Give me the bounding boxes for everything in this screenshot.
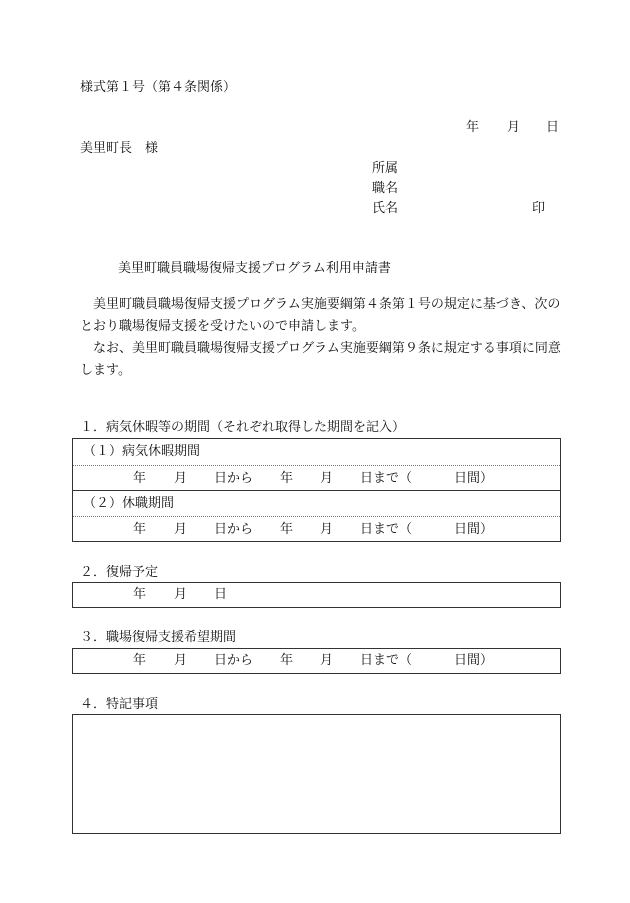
section3-heading: ３．職場復帰支援希望期間 — [80, 630, 237, 645]
body-p1-line1: 美里町職員職場復帰支援プログラム実施要綱第４条第１号の規定に基づき、次の — [93, 297, 561, 312]
support-period-box[interactable] — [72, 648, 561, 674]
to-month-label: 月 — [320, 522, 334, 537]
from-year-label: 年 — [133, 522, 147, 537]
body-p2-line1: なお、美里町職員職場復帰支援プログラム実施要綱第９条に規定する事項に同意 — [93, 341, 561, 356]
to-day-label: 日まで（ — [360, 522, 413, 537]
document-title: 美里町職員職場復帰支援プログラム利用申請書 — [118, 261, 391, 276]
position-label: 職名 — [372, 181, 399, 196]
from-year-label: 年 — [133, 471, 147, 486]
affiliation-label: 所属 — [372, 161, 399, 176]
to-year-label: 年 — [280, 653, 294, 668]
from-year-label: 年 — [133, 653, 147, 668]
dotted-separator — [73, 516, 560, 517]
section4-heading: ４．特記事項 — [80, 697, 159, 712]
form-number: 様式第１号（第４条関係） — [80, 80, 237, 95]
to-month-label: 月 — [320, 471, 334, 486]
from-month-label: 月 — [174, 522, 188, 537]
name-label: 氏名 — [372, 201, 399, 216]
section1-box — [72, 438, 561, 542]
to-month-label: 月 — [320, 653, 334, 668]
date-year-label: 年 — [466, 120, 480, 135]
seal-label: 印 — [532, 201, 546, 216]
to-day-label: 日まで（ — [360, 471, 413, 486]
section1-heading: １．病気休暇等の期間（それぞれ取得した期間を記入） — [80, 420, 406, 435]
suspension-label: （２）休職期間 — [83, 496, 175, 511]
days-label: 日間） — [454, 653, 494, 668]
body-p1-line2: とおり職場復帰支援を受けたいので申請します。 — [80, 319, 365, 334]
from-day-label: 日から — [214, 471, 254, 486]
days-label: 日間） — [454, 471, 494, 486]
days-label: 日間） — [454, 522, 494, 537]
from-day-label: 日から — [214, 653, 254, 668]
return-date-box[interactable] — [72, 582, 561, 608]
from-day-label: 日から — [214, 522, 254, 537]
date-month-label: 月 — [507, 120, 521, 135]
to-year-label: 年 — [280, 522, 294, 537]
from-month-label: 月 — [174, 653, 188, 668]
return-day-label: 日 — [214, 587, 228, 602]
row-divider — [73, 490, 560, 491]
to-year-label: 年 — [280, 471, 294, 486]
section2-heading: ２．復帰予定 — [80, 565, 159, 580]
return-month-label: 月 — [174, 587, 188, 602]
return-year-label: 年 — [133, 587, 147, 602]
dotted-separator — [73, 465, 560, 466]
date-day-label: 日 — [546, 120, 560, 135]
to-day-label: 日まで（ — [360, 653, 413, 668]
addressee: 美里町長 様 — [80, 141, 159, 156]
from-month-label: 月 — [174, 471, 188, 486]
sick-leave-label: （１）病気休暇期間 — [83, 444, 201, 459]
special-notes-box[interactable] — [72, 714, 561, 834]
body-p2-line2: します。 — [80, 363, 131, 378]
body-paragraph-2 — [80, 338, 566, 382]
body-paragraph-1 — [80, 294, 566, 338]
